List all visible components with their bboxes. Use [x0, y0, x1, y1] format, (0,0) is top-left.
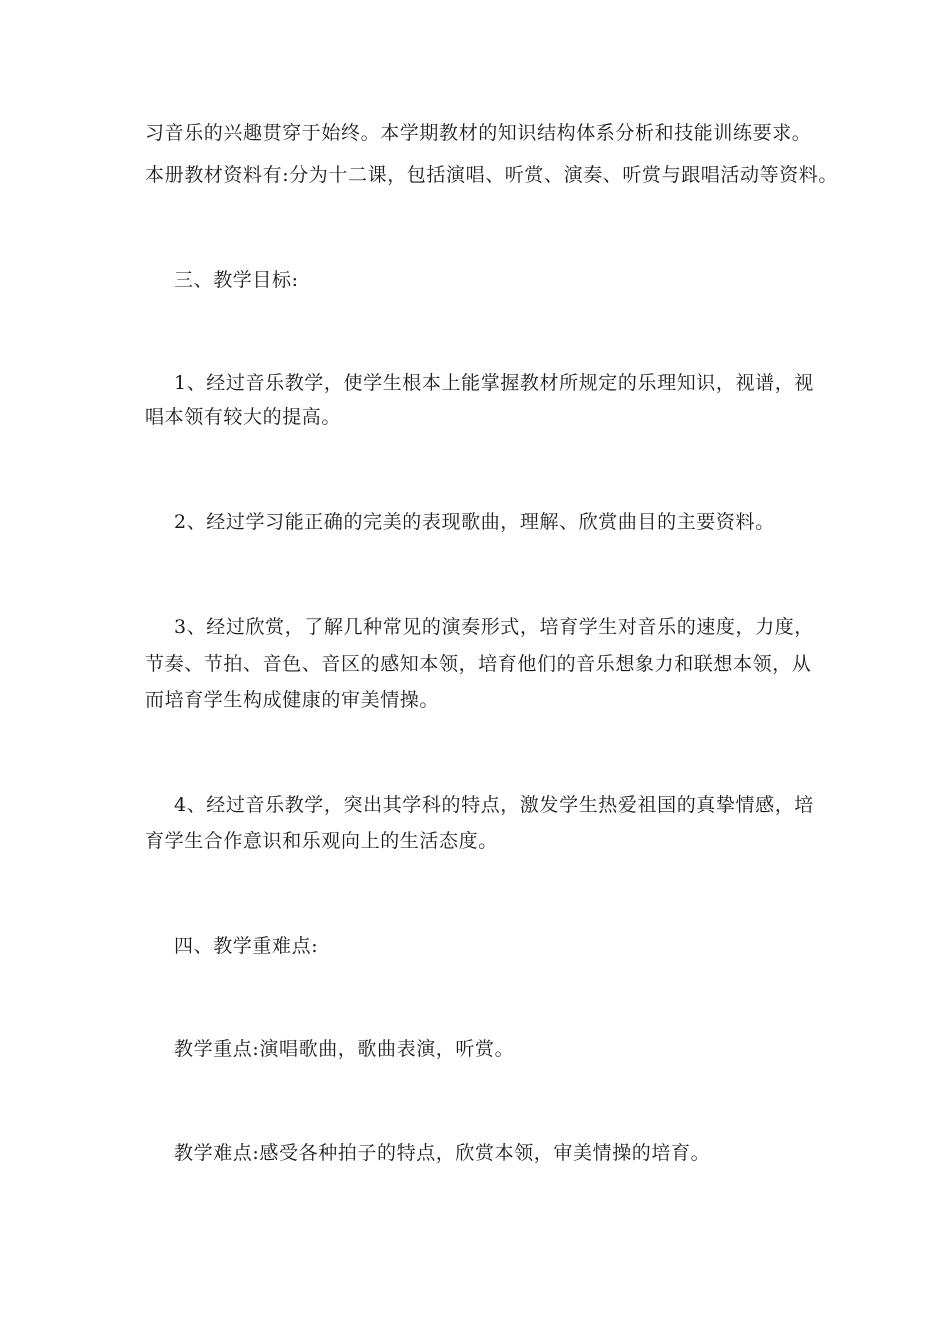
- goal-3-line-1: 3、经过欣赏，了解几种常见的演奏形式，培育学生对音乐的速度，力度，: [174, 616, 814, 638]
- goal-3-line-2: 节奏、节拍、音色、音区的感知本领，培育他们的音乐想象力和联想本领，从: [145, 653, 812, 675]
- goal-1-line-2: 唱本领有较大的提高。: [145, 406, 342, 428]
- goal-3-line-3: 而培育学生构成健康的审美情操。: [145, 689, 440, 711]
- section-3-heading: 三、教学目标:: [174, 269, 299, 291]
- goal-2-line-1: 2、经过学习能正确的完美的表现歌曲，理解、欣赏曲目的主要资料。: [174, 511, 775, 533]
- difficult-point: 教学难点:感受各种拍子的特点，欣赏本领，审美情操的培育。: [174, 1142, 711, 1164]
- goal-4-line-1: 4、经过音乐教学，突出其学科的特点，激发学生热爱祖国的真挚情感，培: [174, 794, 814, 816]
- goal-4-line-2: 育学生合作意识和乐观向上的生活态度。: [145, 830, 498, 852]
- goal-1-line-1: 1、经过音乐教学，使学生根本上能掌握教材所规定的乐理知识，视谱，视: [174, 372, 814, 394]
- key-point: 教学重点:演唱歌曲，歌曲表演，听赏。: [174, 1038, 515, 1060]
- intro-line-2: 本册教材资料有:分为十二课，包括演唱、听赏、演奏、听赏与跟唱活动等资料。: [145, 164, 839, 186]
- intro-line-1: 习音乐的兴趣贯穿于始终。本学期教材的知识结构体系分析和技能训练要求。: [145, 122, 812, 144]
- section-4-heading: 四、教学重难点:: [174, 935, 319, 957]
